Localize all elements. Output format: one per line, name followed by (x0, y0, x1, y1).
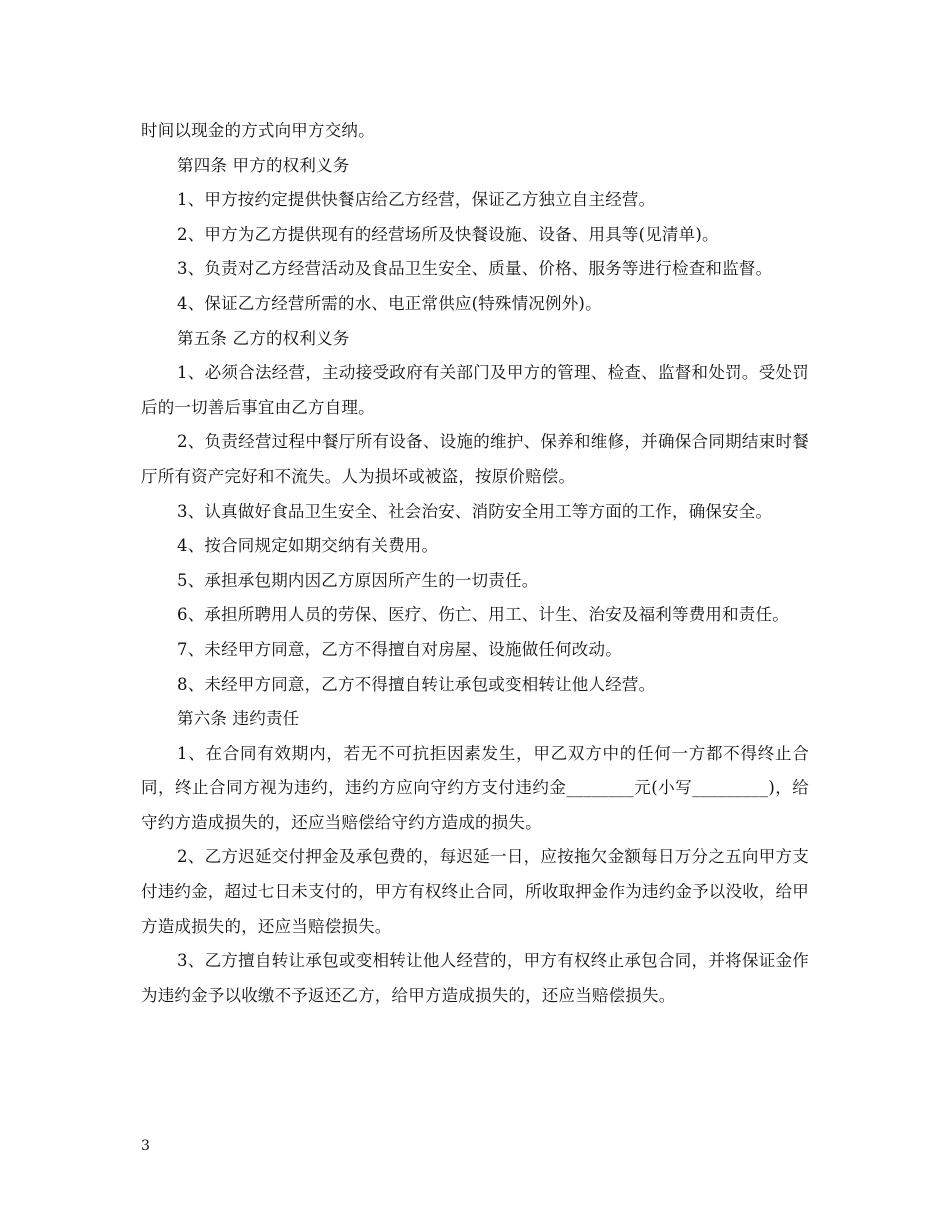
article-4-clause-3: 3、负责对乙方经营活动及食品卫生安全、质量、价格、服务等进行检查和监督。 (177, 259, 773, 279)
article-6-clause-3: 3、乙方擅自转让承包或变相转让他人经营的，甲方有权终止承包合同，并将保证金作为违约金予以收缴不予返还乙方，给甲方造成损失的，还应当赔偿损失。 (141, 951, 809, 1005)
article-6-clause-1: 1、在合同有效期内，若无不可抗拒因素发生，甲乙双方中的任何一方都不得终止合同，终止合同方视为违约，违约方应向守约方支付违约金________元(小写_________)，给守约方造成损失的，还应当赔偿给守约方造成的损失。 (141, 743, 809, 832)
continuation-paragraph: 时间以现金的方式向甲方交纳。 (141, 121, 375, 140)
article-6-clause-2: 2、乙方迟延交付押金及承包费的，每迟延一日，应按拖欠金额每日万分之五向甲方支付违约金，超过七日未支付的，甲方有权终止合同，所收取押金作为违约金予以没收，给甲方造成损失的，还应当赔偿损失。 (141, 847, 809, 936)
article-5-clause-6: 6、承担所聘用人员的劳保、医疗、伤亡、用工、计生、治安及福利等费用和责任。 (177, 605, 789, 625)
article-4-heading: 第四条 甲方的权利义务 (177, 155, 350, 175)
article-4-clause-2: 2、甲方为乙方提供现有的经营场所及快餐设施、设备、用具等(见清单)。 (177, 224, 719, 244)
article-5-clause-8: 8、未经甲方同意，乙方不得擅自转让承包或变相转让他人经营。 (177, 674, 656, 694)
article-6-heading: 第六条 违约责任 (177, 709, 300, 729)
article-5-clause-4: 4、按合同规定如期交纳有关费用。 (177, 536, 439, 556)
article-5-clause-7: 7、未经甲方同意，乙方不得擅自对房屋、设施做任何改动。 (177, 639, 622, 659)
article-5-heading: 第五条 乙方的权利义务 (177, 328, 350, 348)
article-4-clause-1: 1、甲方按约定提供快餐店给乙方经营，保证乙方独立自主经营。 (177, 190, 656, 210)
page-number: 3 (141, 1138, 150, 1154)
article-5-clause-5: 5、承担承包期内因乙方原因所产生的一切责任。 (177, 570, 539, 590)
document-body (141, 114, 809, 1013)
article-5-clause-1: 1、必须合法经营，主动接受政府有关部门及甲方的管理、检查、监督和处罚。受处罚后的一切善后事宜由乙方自理。 (141, 363, 809, 417)
article-5-clause-3: 3、认真做好食品卫生安全、社会治安、消防安全用工等方面的工作，确保安全。 (177, 501, 773, 521)
article-5-clause-2: 2、负责经营过程中餐厅所有设备、设施的维护、保养和维修，并确保合同期结束时餐厅所有资产完好和不流失。人为损坏或被盗，按原价赔偿。 (141, 432, 809, 486)
article-4-clause-4: 4、保证乙方经营所需的水、电正常供应(特殊情况例外)。 (177, 293, 602, 313)
